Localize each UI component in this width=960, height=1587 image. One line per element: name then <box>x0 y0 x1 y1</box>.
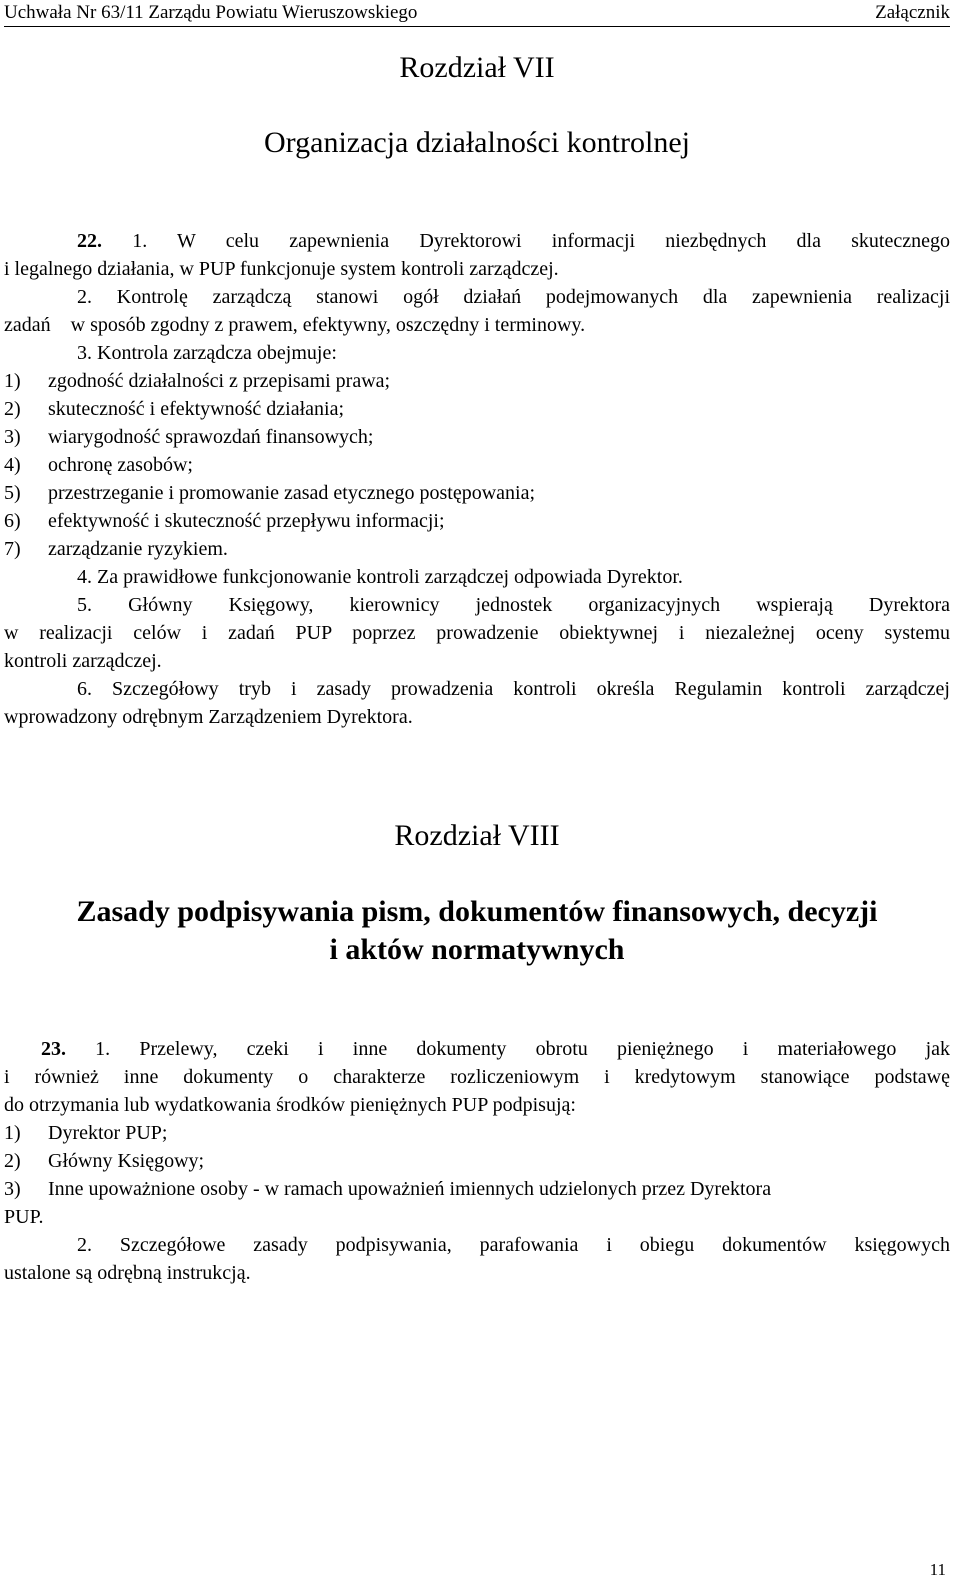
header-attachment: Załącznik <box>875 2 950 23</box>
paragraph-22-1-line2: i legalnego działania, w PUP funkcjonuje system kontroli zarządczej. <box>4 258 559 280</box>
paragraph-22-6-line2: wprowadzony odrębnym Zarządzeniem Dyrektora. <box>4 706 413 728</box>
list-item: 3) wiarygodność sprawozdań finansowych; <box>4 426 374 448</box>
list-item: 4) ochronę zasobów; <box>4 454 193 476</box>
paragraph-22-3-intro: 3. Kontrola zarządcza obejmuje: <box>77 342 337 364</box>
header-resolution: Uchwała Nr 63/11 Zarządu Powiatu Wieruszowskiego <box>4 2 418 23</box>
list-item: 1) Dyrektor PUP; <box>4 1122 168 1144</box>
chapter-7-subtitle: Organizacja działalności kontrolnej <box>264 126 690 159</box>
paragraph-23-1-line1: 23. 1. Przelewy, czeki i inne dokumenty obrotu pieniężnego i materiałowego jak <box>41 1038 950 1060</box>
paragraph-22-1-line1: 22. 1. W celu zapewnienia Dyrektorowi informacji niezbędnych dla skutecznego <box>77 230 950 252</box>
list-item: 6) efektywność i skuteczność przepływu informacji; <box>4 510 445 532</box>
paragraph-22-5-line3: kontroli zarządczej. <box>4 650 162 672</box>
paragraph-22-4: 4. Za prawidłowe funkcjonowanie kontroli zarządczej odpowiada Dyrektor. <box>77 566 683 588</box>
chapter-8-subtitle-line1: Zasady podpisywania pism, dokumentów finansowych, decyzji <box>76 895 878 928</box>
list-item-continuation: PUP. <box>4 1206 44 1228</box>
section-23-mark: 23. <box>41 1038 66 1060</box>
chapter-7-title: Rozdział VII <box>399 51 555 84</box>
page-header <box>4 0 950 27</box>
list-item: 2) Główny Księgowy; <box>4 1150 205 1172</box>
paragraph-22-6-line1: 6. Szczegółowy tryb i zasady prowadzenia kontroli określa Regulamin kontroli zarządczej <box>77 678 950 700</box>
paragraph-23-2-line1: 2. Szczegółowe zasady podpisywania, parafowania i obiegu dokumentów księgowych <box>77 1234 950 1256</box>
list-item: 2) skuteczność i efektywność działania; <box>4 398 344 420</box>
list-item: 1) zgodność działalności z przepisami prawa; <box>4 370 391 392</box>
list-item: 7) zarządzanie ryzykiem. <box>4 538 228 560</box>
paragraph-23-1-line3: do otrzymania lub wydatkowania środków pieniężnych PUP podpisują: <box>4 1094 576 1116</box>
paragraph-22-5-line1: 5. Główny Księgowy, kierownicy jednostek organizacyjnych wspierają Dyrektora <box>77 594 950 616</box>
chapter-8-title: Rozdział VIII <box>394 819 560 852</box>
paragraph-23-1-line2: i również inne dokumenty o charakterze rozliczeniowym i kredytowym stanowiące podstawę <box>4 1066 950 1088</box>
paragraph-22-5-line2: w realizacji celów i zadań PUP poprzez prowadzenie obiektywnej i niezależnej oceny systemu <box>4 622 950 644</box>
list-item: 3) Inne upoważnione osoby - w ramach upoważnień imiennych udzielonych przez Dyrektora <box>4 1178 772 1200</box>
paragraph-22-2-line1: 2. Kontrolę zarządczą stanowi ogół działań podejmowanych dla zapewnienia realizacji <box>77 286 950 308</box>
section-22-mark: 22. <box>77 230 102 252</box>
page-number: 11 <box>929 1560 946 1579</box>
paragraph-22-2-line2: zadań w sposób zgodny z prawem, efektywny, oszczędny i terminowy. <box>4 314 586 336</box>
chapter-8-subtitle-line2: i aktów normatywnych <box>329 933 625 966</box>
paragraph-23-2-line2: ustalone są odrębną instrukcją. <box>4 1262 251 1284</box>
list-item: 5) przestrzeganie i promowanie zasad etycznego postępowania; <box>4 482 536 504</box>
